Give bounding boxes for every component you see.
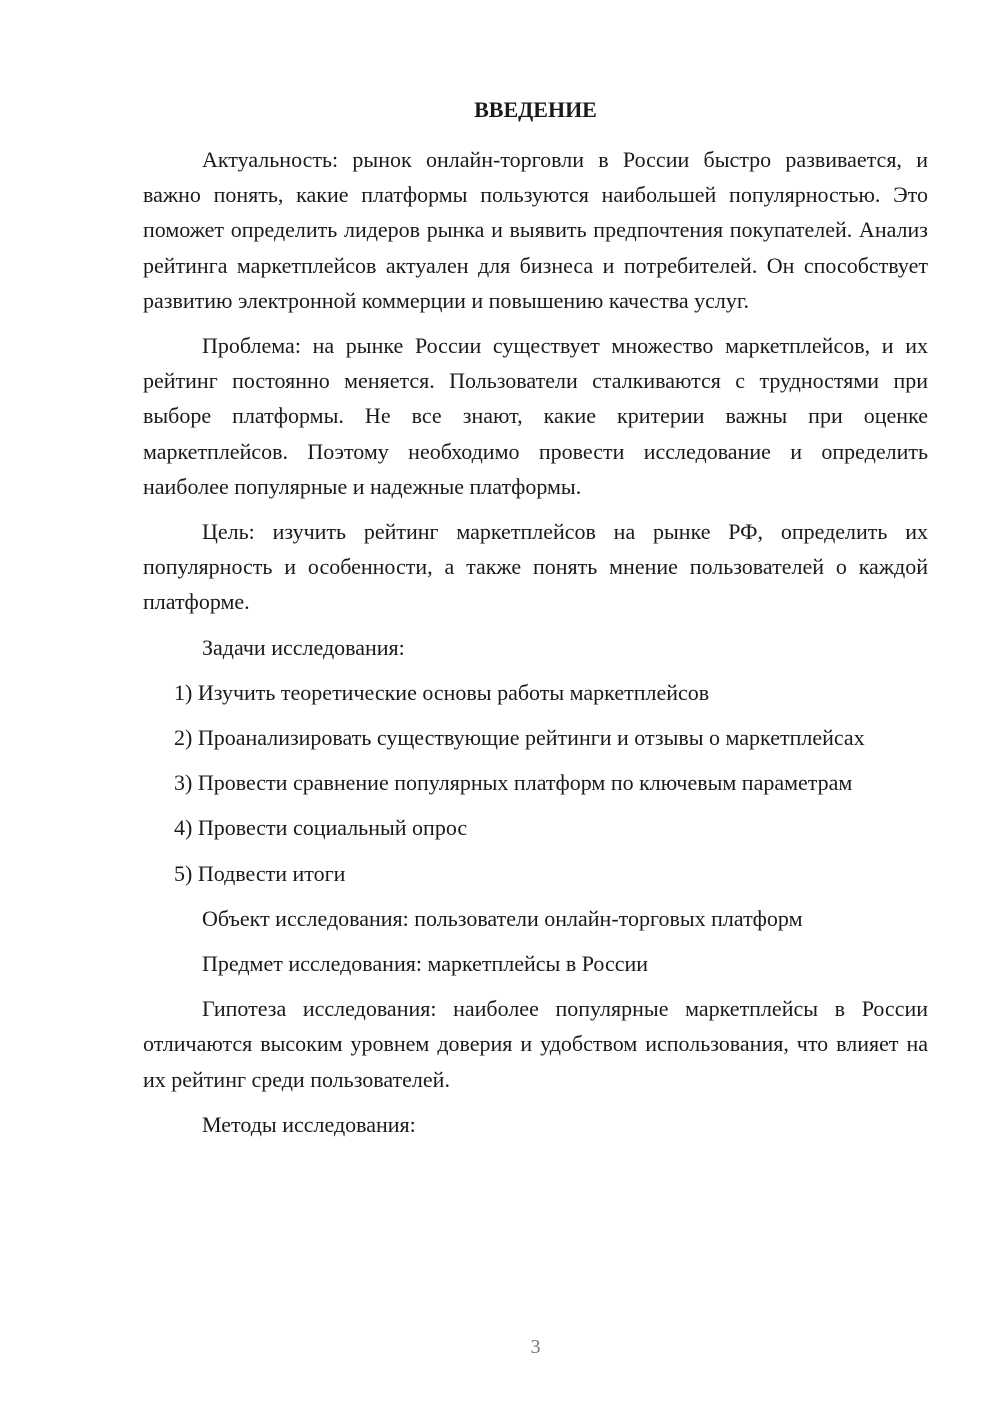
task-item-5: 5) Подвести итоги bbox=[174, 860, 346, 886]
goal-paragraph: Цель: изучить рейтинг маркетплейсов на рынке РФ, определить их популярность и особенности, а также понять мнение пользователей о каждой платформе. bbox=[143, 519, 928, 615]
document-body bbox=[143, 142, 928, 1152]
methods-title: Методы исследования: bbox=[202, 1111, 416, 1137]
page-title: ВВЕДЕНИЕ bbox=[474, 97, 597, 122]
subject-paragraph: Предмет исследования: маркетплейсы в России bbox=[202, 951, 649, 977]
hypothesis-paragraph: Гипотеза исследования: наиболее популярные маркетплейсы в России отличаются высоким уровнем доверия и удобством использования, что влияет на их рейтинг среди пользователей. bbox=[143, 996, 928, 1092]
page-number: 3 bbox=[530, 1336, 541, 1358]
task-item-1: 1) Изучить теоретические основы работы маркетплейсов bbox=[174, 679, 710, 705]
task-item-3: 3) Провести сравнение популярных платформ по ключевым параметрам bbox=[174, 770, 853, 796]
relevance-paragraph: Актуальность: рынок онлайн-торговли в России быстро развивается, и важно понять, какие платформы пользуются наибольшей популярностью. Это поможет определить лидеров рынка и выявить предпочтения покупателей. Анализ рейтинга маркетплейсов актуален для бизнеса и потребителей. Он способствует развитию электронной коммерции и повышению качества услуг. bbox=[143, 147, 928, 313]
tasks-title: Задачи исследования: bbox=[202, 634, 405, 660]
document-page bbox=[143, 0, 928, 1414]
task-item-2: 2) Проанализировать существующие рейтинги и отзывы о маркетплейсах bbox=[174, 725, 865, 751]
object-paragraph: Объект исследования: пользователи онлайн-торговых платформ bbox=[202, 905, 803, 931]
problem-paragraph: Проблема: на рынке России существует множество маркетплейсов, и их рейтинг постоянно меняется. Пользователи сталкиваются с трудностями при выборе платформы. Не все знают, какие критерии важны при оценке маркетплейсов. Поэтому необходимо провести исследование и определить наиболее популярные и надежные платформы. bbox=[143, 333, 928, 499]
task-item-4: 4) Провести социальный опрос bbox=[174, 815, 468, 841]
